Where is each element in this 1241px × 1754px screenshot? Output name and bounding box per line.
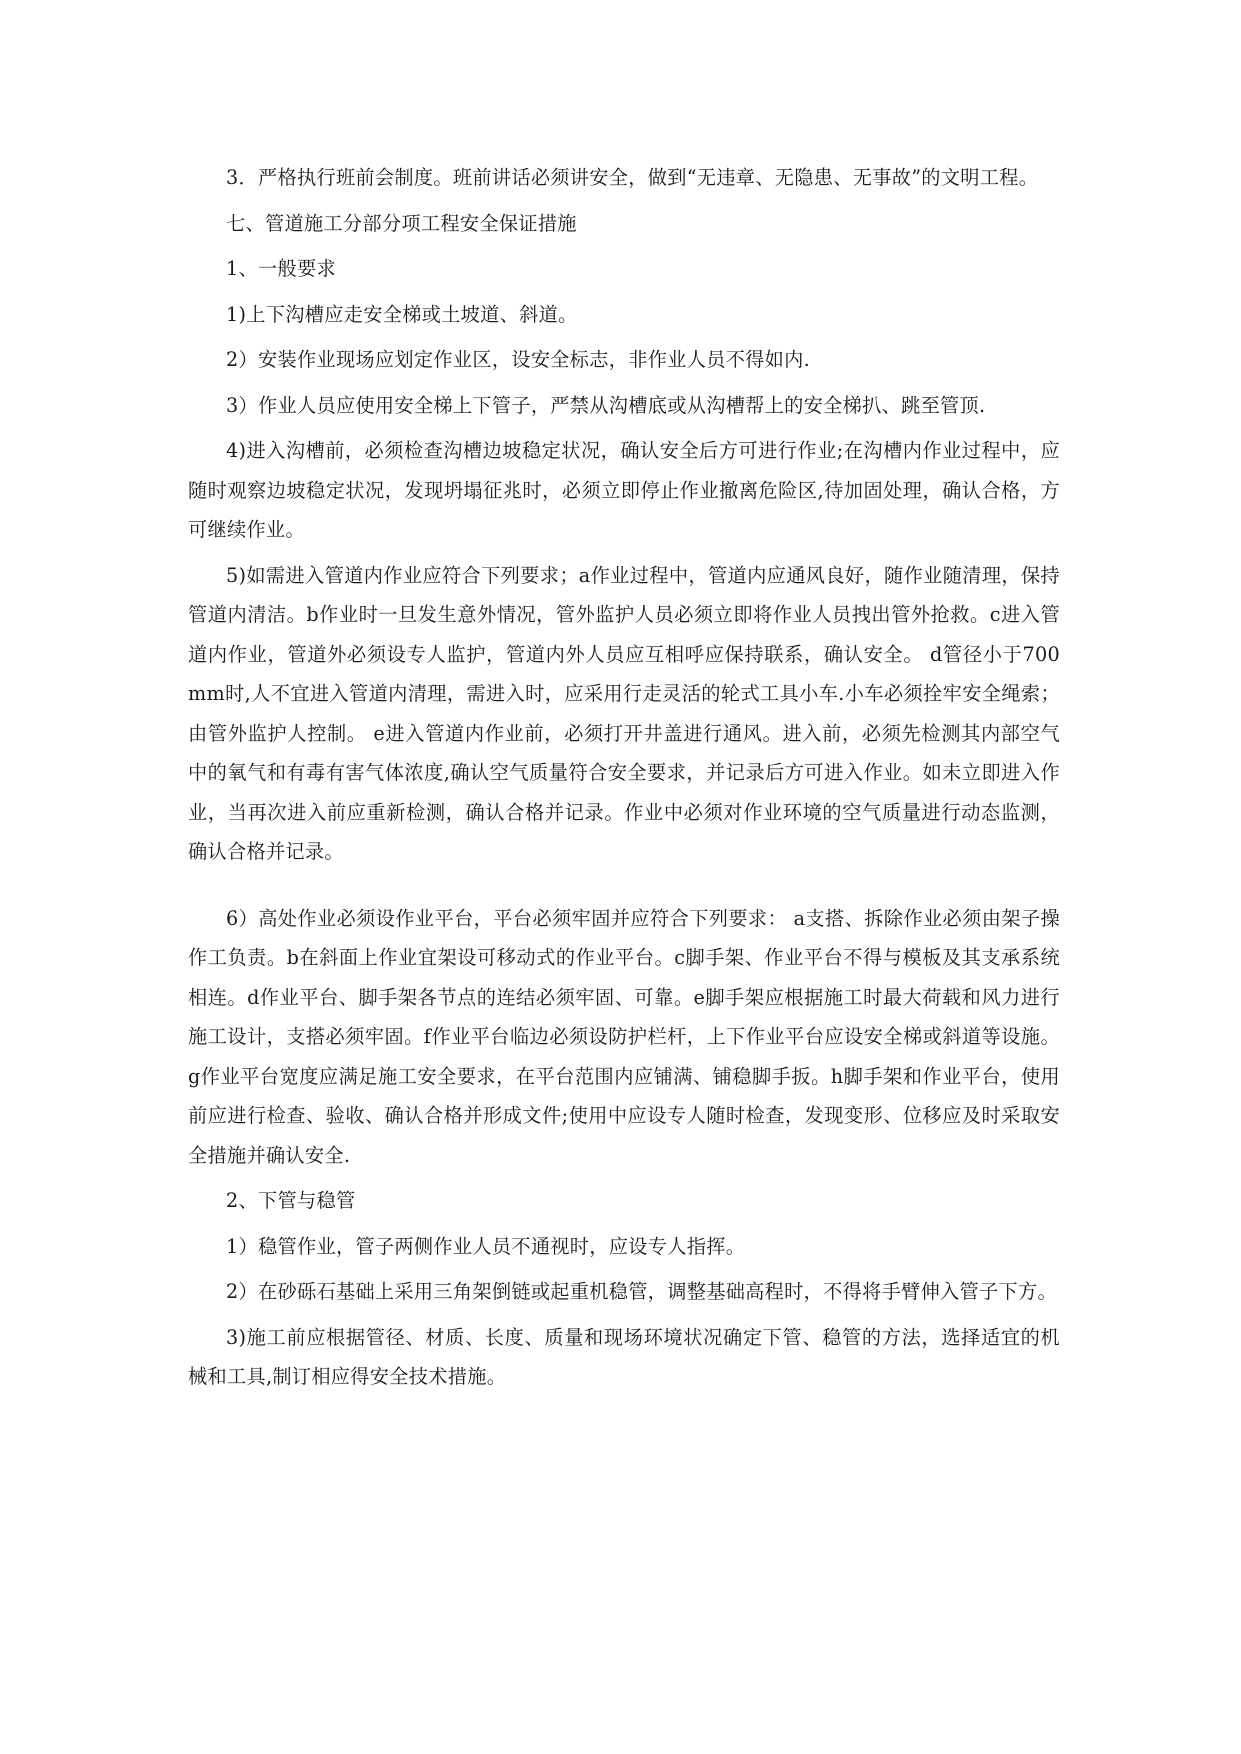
paragraph-item-2: 2）安装作业现场应划定作业区，设安全标志，非作业人员不得如内. bbox=[226, 348, 811, 371]
paragraph-safety-meeting: 3．严格执行班前会制度。班前讲话必须讲安全，做到“无违章、无隐患、无事故”的文明工程。 bbox=[226, 166, 1039, 189]
subsection-heading-general-requirements: 1、一般要求 bbox=[226, 257, 336, 280]
paragraph-lowering-item-2: 2）在砂砾石基础上采用三角架倒链或起重机稳管，调整基础高程时，不得将手臂伸入管子下方。 bbox=[226, 1280, 1057, 1303]
section-heading-pipeline-safety: 七、管道施工分部分项工程安全保证措施 bbox=[226, 211, 577, 235]
paragraph-item-6: 6）高处作业必须设作业平台，平台必须牢固并应符合下列要求： a支搭、拆除作业必须由架子操作工负责。b在斜面上作业宜架设可移动式的作业平台。c脚手架、作业平台不得与模板及其支承系统相连。d作业平台、脚手架各节点的连结必须牢固、可靠。e脚手架应根据施工时最大荷载和风力进行施工设计，支搭必须牢固。f作业平台临边必须设防护栏杆，上下作业平台应设安全梯或斜道等设施。g作业平台宽度应满足施工安全要求，在平台范围内应铺满、铺稳脚手扳。h脚手架和作业平台，使用前应进行检查、验收、确认合格并形成文件;使用中应设专人随时检查，发现变形、位移应及时采取安全措施并确认安全. bbox=[188, 906, 1060, 1167]
document-page bbox=[188, 158, 1060, 1403]
paragraph-lowering-item-3: 3)施工前应根据管径、材质、长度、质量和现场环境状况确定下管、稳管的方法，选择适宜的机械和工具,制订相应得安全技术措施。 bbox=[188, 1325, 1060, 1388]
paragraph-item-4: 4)进入沟槽前，必须检查沟槽边坡稳定状况，确认安全后方可进行作业;在沟槽内作业过程中，应随时观察边坡稳定状况，发现坍塌征兆时，必须立即停止作业撤离危险区,待加固处理，确认合格，方可继续作业。 bbox=[188, 439, 1060, 541]
subsection-heading-lowering-pipes: 2、下管与稳管 bbox=[226, 1189, 356, 1212]
paragraph-item-1: 1)上下沟槽应走安全梯或土坡道、斜道。 bbox=[226, 302, 578, 326]
paragraph-lowering-item-1: 1）稳管作业，管子两侧作业人员不通视时，应设专人指挥。 bbox=[226, 1234, 746, 1258]
paragraph-item-3: 3）作业人员应使用安全梯上下管子，严禁从沟槽底或从沟槽帮上的安全梯扒、跳至管顶. bbox=[226, 393, 986, 417]
paragraph-item-5: 5)如需进入管道内作业应符合下列要求；a作业过程中，管道内应通风良好，随作业随清理，保持管道内清洁。b作业时一旦发生意外情况，管外监护人员必须立即将作业人员拽出管外抢救。c进入管道内作业，管道外必须设专人监护，管道内外人员应互相呼应保持联系，确认安全。 d管径小于700mm时,人不宜进入管道内清理，需进入时，应采用行走灵活的轮式工具小车.小车必须拴牢安全绳索；由管外监护人控制。 e进入管道内作业前，必须打开井盖进行通风。进入前，必须先检测其内部空气中的氧气和有毒有害气体浓度,确认空气质量符合安全要求，并记录后方可进入作业。如未立即进入作业，当再次进入前应重新检测，确认合格并记录。作业中必须对作业环境的空气质量进行动态监测，确认合格并记录。 bbox=[188, 563, 1060, 863]
